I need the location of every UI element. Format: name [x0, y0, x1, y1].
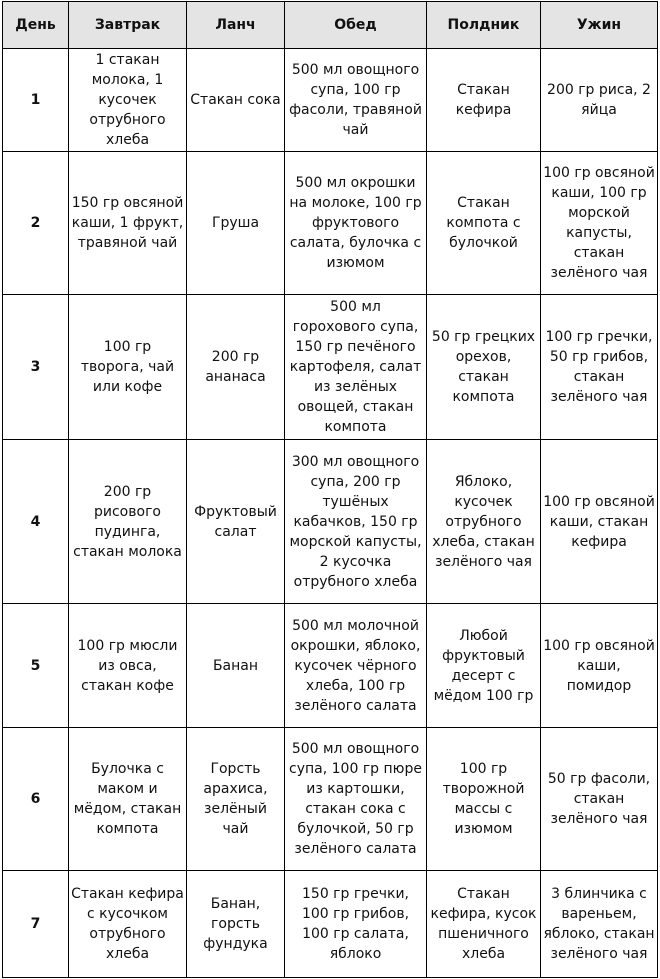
breakfast-cell: 100 гр мюсли из овса, стакан кофе — [69, 604, 187, 728]
lunch-cell: Банан — [187, 604, 285, 728]
breakfast-cell: 150 гр овсяной каши, 1 фрукт, травяной чай — [69, 152, 187, 295]
table-row — [3, 871, 658, 978]
snack-cell: Стакан компота с булочкой — [427, 152, 541, 295]
snack-cell: Стакан кефира, кусок пшеничного хлеба — [427, 871, 541, 978]
supper-cell: 50 гр фасоли, стакан зелёного чая — [541, 728, 658, 871]
snack-cell: Стакан кефира — [427, 49, 541, 152]
table-row — [3, 440, 658, 604]
breakfast-cell: Стакан кефира с кусочком отрубного хлеба — [69, 871, 187, 978]
day-cell: 6 — [3, 728, 69, 871]
table-row — [3, 152, 658, 295]
day-cell: 3 — [3, 295, 69, 440]
dinner-cell: 500 мл горохового супа, 150 гр печёного картофеля, салат из зелёных овощей, стакан компота — [285, 295, 427, 440]
breakfast-cell: Булочка с маком и мёдом, стакан компота — [69, 728, 187, 871]
table-header-row — [3, 2, 658, 49]
table-row — [3, 295, 658, 440]
lunch-cell: Фруктовый салат — [187, 440, 285, 604]
header-supper: Ужин — [541, 2, 658, 49]
snack-cell: Любой фруктовый десерт с мёдом 100 гр — [427, 604, 541, 728]
snack-cell: 100 гр творожной массы с изюмом — [427, 728, 541, 871]
breakfast-cell: 100 гр творога, чай или кофе — [69, 295, 187, 440]
dinner-cell: 150 гр гречки, 100 гр грибов, 100 гр салата, яблоко — [285, 871, 427, 978]
lunch-cell: Груша — [187, 152, 285, 295]
supper-cell: 100 гр овсяной каши, 100 гр морской капусты, стакан зелёного чая — [541, 152, 658, 295]
dinner-cell: 500 мл молочной окрошки, яблоко, кусочек чёрного хлеба, 100 гр зелёного салата — [285, 604, 427, 728]
supper-cell: 3 блинчика с вареньем, яблоко, стакан зелёного чая — [541, 871, 658, 978]
day-cell: 2 — [3, 152, 69, 295]
dinner-cell: 500 мл овощного супа, 100 гр фасоли, травяной чай — [285, 49, 427, 152]
table-row — [3, 728, 658, 871]
breakfast-cell: 200 гр рисового пудинга, стакан молока — [69, 440, 187, 604]
day-cell: 1 — [3, 49, 69, 152]
header-breakfast: Завтрак — [69, 2, 187, 49]
supper-cell: 200 гр риса, 2 яйца — [541, 49, 658, 152]
header-snack: Полдник — [427, 2, 541, 49]
snack-cell: 50 гр грецких орехов, стакан компота — [427, 295, 541, 440]
snack-cell: Яблоко, кусочек отрубного хлеба, стакан зелёного чая — [427, 440, 541, 604]
supper-cell: 100 гр овсяной каши, помидор — [541, 604, 658, 728]
day-cell: 4 — [3, 440, 69, 604]
header-day: День — [3, 2, 69, 49]
lunch-cell: Банан, горсть фундука — [187, 871, 285, 978]
table-row — [3, 604, 658, 728]
lunch-cell: 200 гр ананаса — [187, 295, 285, 440]
dinner-cell: 300 мл овощного супа, 200 гр тушёных кабачков, 150 гр морской капусты, 2 кусочка отрубного хлеба — [285, 440, 427, 604]
diet-menu-table — [2, 1, 658, 978]
supper-cell: 100 гр овсяной каши, стакан кефира — [541, 440, 658, 604]
header-dinner: Обед — [285, 2, 427, 49]
table-row — [3, 49, 658, 152]
lunch-cell: Горсть арахиса, зелёный чай — [187, 728, 285, 871]
lunch-cell: Стакан сока — [187, 49, 285, 152]
day-cell: 5 — [3, 604, 69, 728]
supper-cell: 100 гр гречки, 50 гр грибов, стакан зелёного чая — [541, 295, 658, 440]
day-cell: 7 — [3, 871, 69, 978]
header-lunch: Ланч — [187, 2, 285, 49]
dinner-cell: 500 мл овощного супа, 100 гр пюре из картошки, стакан сока с булочкой, 50 гр зелёного салата — [285, 728, 427, 871]
breakfast-cell: 1 стакан молока, 1 кусочек отрубного хлеба — [69, 49, 187, 152]
dinner-cell: 500 мл окрошки на молоке, 100 гр фруктового салата, булочка с изюмом — [285, 152, 427, 295]
